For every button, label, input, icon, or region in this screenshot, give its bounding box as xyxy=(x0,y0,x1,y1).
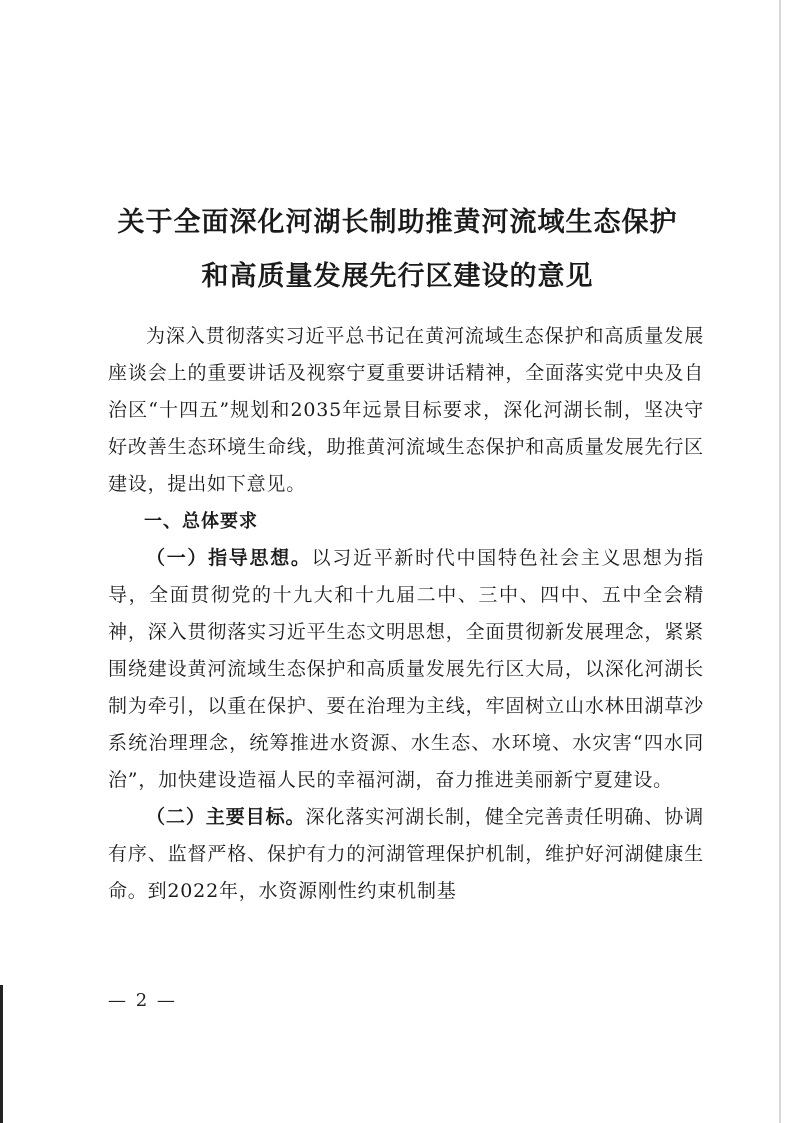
scan-edge-right xyxy=(779,0,781,1123)
title-line-2: 和高质量发展先行区建设的意见 xyxy=(201,261,594,292)
title-line-1: 关于全面深化河湖长制助推黄河流域生态保护 xyxy=(117,207,678,238)
section-1-1-text: 以习近平新时代中国特色社会主义思想为指导，全面贯彻党的十九大和十九届二中、三中、四中、五中全会精神，深入贯彻落实习近平生态文明思想，全面贯彻新发展理念，紧紧围绕建设黄河流域生态保护和高质量发展先行区大局，以深化河湖长制为牵引，以重在保护、要在治理为主线，牢固树立山水林田湖草沙系统治理理念，统筹推进水资源、水生态、水环境、水灾害“四水同治”，加快建设造福人民的幸福河湖，奋力推进美丽新宁夏建设。 xyxy=(108,547,705,791)
intro-paragraph: 为深入贯彻落实习近平总书记在黄河流域生态保护和高质量发展座谈会上的重要讲话及视察宁夏重要讲话精神，全面落实党中央及自治区“十四五”规划和2035年远景目标要求，深化河湖长制，坚决守好改善生态环境生命线，助推黄河流域生态保护和高质量发展先行区建设，提出如下意见。 xyxy=(108,325,704,495)
document-title xyxy=(0,196,795,304)
section-1-1-paragraph xyxy=(108,540,704,799)
page-number: — 2 — xyxy=(108,990,177,1011)
section-1-2-text: 深化落实河湖长制，健全完善责任明确、协调有序、监督严格、保护有力的河湖管理保护机制，维护好河湖健康生命。到2022年，水资源刚性约束机制基 xyxy=(108,806,704,902)
section-1-2-label: （二）主要目标。 xyxy=(146,806,306,828)
document-body xyxy=(108,318,704,910)
scan-edge-left xyxy=(0,985,3,1123)
section-1-2-paragraph xyxy=(108,799,704,910)
section-1-1-label: （一）指导思想。 xyxy=(146,547,312,569)
section-1-heading: 一、总体要求 xyxy=(144,511,258,532)
